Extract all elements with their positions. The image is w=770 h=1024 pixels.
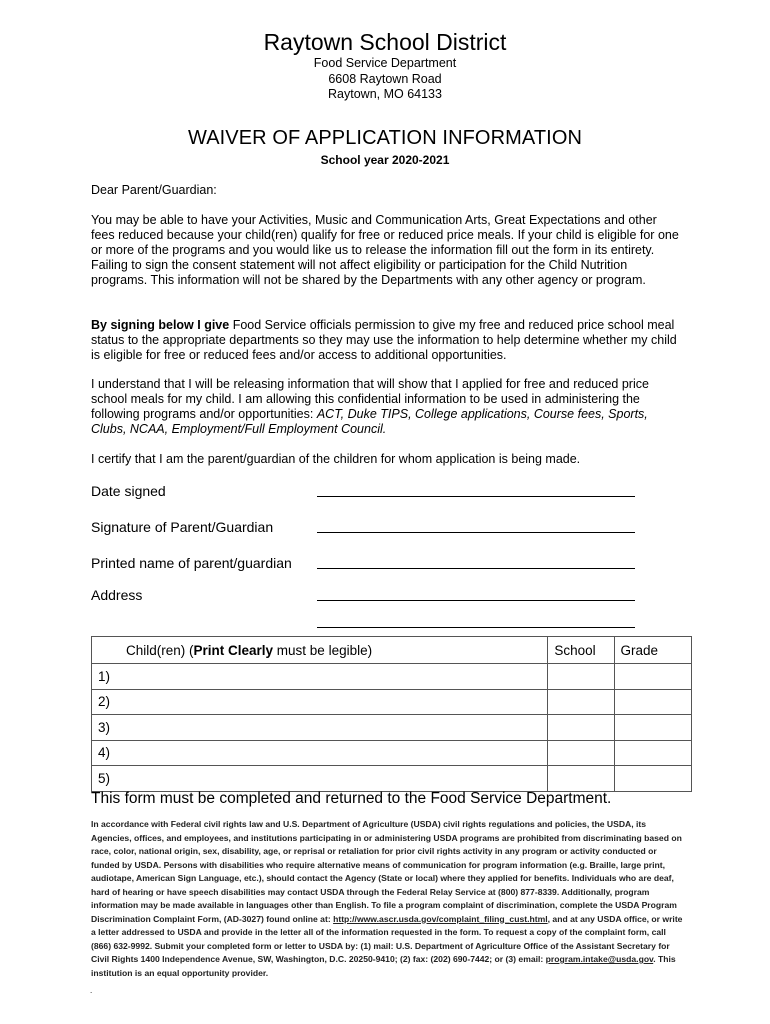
address-line-1[interactable] [317, 600, 635, 601]
school-cell[interactable] [548, 689, 614, 715]
address-label: Address [91, 587, 143, 603]
consent-text: Food Service officials permission to give my free and reduced price school meal status to the appropriate departments so they may use the information to help determine whether my child is eligible for free or reduced fees and/or access to additional opportunities. [91, 318, 677, 362]
intro-paragraph: You may be able to have your Activities, Music and Communication Arts, Great Expectations and other fees reduced because your child(ren) qualify for free or reduced price meals. If your child is eligible for one or more of the programs and you would like us to release the information fill out the form in its entirety. Failing to sign the consent statement will not affect eligibility or participation for the Child Nutrition programs. This information will not be shared by the Departments with any other agency or program. [91, 213, 679, 287]
school-cell[interactable] [548, 740, 614, 766]
grade-cell[interactable] [614, 689, 692, 715]
department-address [0, 56, 770, 103]
grade-cell[interactable] [614, 664, 692, 690]
school-cell[interactable] [548, 664, 614, 690]
printed-name-label: Printed name of parent/guardian [91, 555, 292, 571]
form-title: WAIVER OF APPLICATION INFORMATION [187, 127, 583, 149]
grade-cell[interactable] [614, 740, 692, 766]
children-table-header [92, 637, 692, 664]
child-name-cell[interactable]: 5) [92, 766, 548, 792]
table-row [92, 715, 692, 741]
usda-nondiscrimination-statement: In accordance with Federal civil rights law and U.S. Department of Agriculture (USDA) civil rights regulations and policies, the USDA, its Agencies, offices, and employees, and institutions participating in or administering USDA programs are prohibited from discriminating based on race, color, national origin, sex, disability, age, or reprisal or retaliation for prior civil rights activity in any program or activity conducted or funded by USDA. Persons with disabilities who require alternative means of communication for program information (e.g. Braille, large print, audiotape, American Sign Language, etc.), should contact the Agency (State or local) where they applied for benefits. Individuals who are deaf, hard of hearing or have speech disabilities may contact USDA through the Federal Relay Service at (800) 877-8339. Additionally, program information may be made available in languages other than English. To file a program complaint of discrimination, complete the USDA Program Discrimination Complaint Form, (AD-3027) found online at: http://www.ascr.usda.gov/complaint_filing_cust.html, and at any USDA office, or write a letter addressed to USDA and provide in the letter all of the information requested in the form. To request a copy of the complaint form, call (866) 632-9992. Submit your completed form or letter to USDA by: (1) mail: U.S. Department of Agriculture Office of the Assistant Secretary for Civil Rights 1400 Independence Avenue, SW, Washington, D.C. 20250-9410; (2) fax: (202) 690-7442; or (3) email: program.intake@usda.gov. This institution is an equal opportunity provider. [91, 819, 683, 978]
children-column-header: Child(ren) (Print Clearly must be legible) [92, 637, 548, 664]
grade-cell[interactable] [614, 766, 692, 792]
table-row [92, 766, 692, 792]
consent-lead: By signing below I give [91, 318, 230, 332]
certify-statement: I certify that I am the parent/guardian of the children for whom application is being made. [91, 452, 581, 466]
school-year: School year 2020-2021 [320, 153, 450, 167]
signature-label: Signature of Parent/Guardian [91, 519, 274, 535]
table-row [92, 664, 692, 690]
school-cell[interactable] [548, 715, 614, 741]
district-name: Raytown School District [263, 29, 507, 55]
grade-column-header: Grade [614, 637, 692, 664]
consent-paragraph [91, 318, 681, 363]
signature-line[interactable] [317, 532, 635, 533]
school-cell[interactable] [548, 766, 614, 792]
city-state-zip: Raytown, MO 64133 [328, 87, 442, 101]
date-signed-line[interactable] [317, 496, 635, 497]
complaint-form-link[interactable]: http://www.ascr.usda.gov/complaint_filing_cust.html [333, 913, 548, 924]
grade-cell[interactable] [614, 715, 692, 741]
footer-mark: . [90, 986, 93, 995]
usda-email-link[interactable]: program.intake@usda.gov [545, 954, 654, 964]
street-address: 6608 Raytown Road [328, 71, 442, 86]
release-paragraph [91, 377, 681, 437]
greeting: Dear Parent/Guardian: [91, 183, 217, 197]
school-column-header: School [548, 637, 614, 664]
child-name-cell[interactable]: 3) [92, 715, 548, 741]
child-name-cell[interactable]: 2) [92, 689, 548, 715]
table-row [92, 740, 692, 766]
table-row [92, 689, 692, 715]
return-instruction: This form must be completed and returned to the Food Service Department. [91, 790, 612, 807]
release-text: I understand that I will be releasing information that will show that I applied for free and reduced price school meals for my child. I am allowing this confidential information to be used in administering the following programs and/or opportunities: [91, 377, 649, 421]
programs-list: ACT, Duke TIPS, College applications, Course fees, Sports, Clubs, NCAA, Employment/Full Employment Council. [91, 407, 648, 436]
date-signed-label: Date signed [91, 483, 166, 499]
child-name-cell[interactable]: 4) [92, 740, 548, 766]
department-name: Food Service Department [313, 56, 457, 70]
children-table [91, 636, 692, 792]
child-name-cell[interactable]: 1) [92, 664, 548, 690]
address-line-2[interactable] [317, 627, 635, 628]
printed-name-line[interactable] [317, 568, 635, 569]
